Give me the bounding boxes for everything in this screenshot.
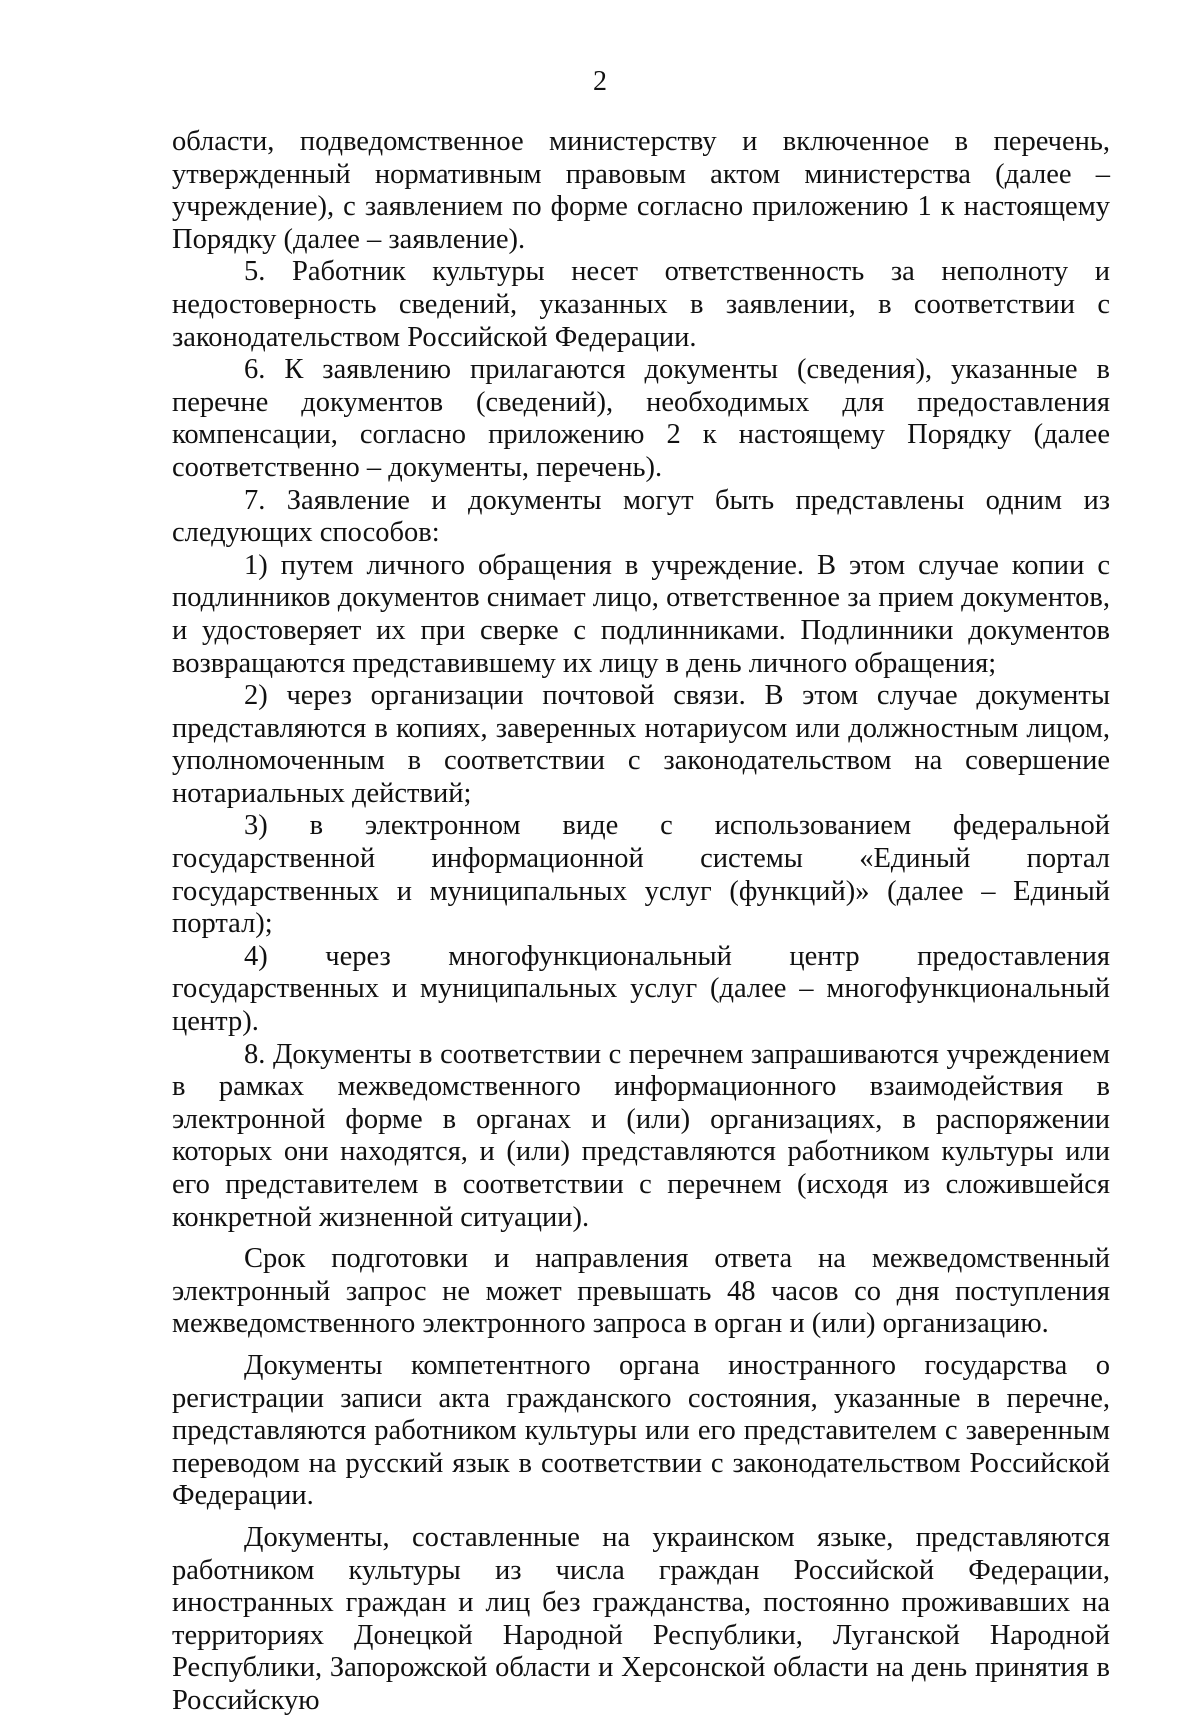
paragraph-subitem-2: 2) через организации почтовой связи. В этом случае документы представляются в копиях, заверенных нотариусом или должностным лицом, уполномоченным в соответствии с законодательством на совершение нотариальных действий; [172, 680, 1110, 809]
paragraph-ukrainian-documents: Документы, составленные на украинском языке, представляются работником культуры из числа граждан Российской Федерации, иностранных граждан и лиц без гражданства, постоянно проживавших на территориях Донецкой Народной Республики, Луганской Народной Республики, Запорожской области и Херсонской области на день принятия в Российскую [172, 1521, 1110, 1716]
document-body [172, 126, 1110, 1718]
paragraph-foreign-documents: Документы компетентного органа иностранного государства о регистрации записи акта гражданского состояния, указанные в перечне, представляются работником культуры или его представителем с заверенным переводом на русский язык в соответствии с законодательством Российской Федерации. [172, 1349, 1110, 1512]
paragraph-deadline: Срок подготовки и направления ответа на межведомственный электронный запрос не может превышать 48 часов со дня поступления межведомственного электронного запроса в орган и (или) организацию. [172, 1243, 1110, 1340]
paragraph-item-6: 6. К заявлению прилагаются документы (сведения), указанные в перечне документов (сведений), необходимых для предоставления компенсации, согласно приложению 2 к настоящему Порядку (далее соответственно – документы, перечень). [172, 354, 1110, 483]
paragraph-subitem-1: 1) путем личного обращения в учреждение. В этом случае копии с подлинников документов снимает лицо, ответственное за прием документов, и удостоверяет их при сверке с подлинниками. Подлинники документов возвращаются представившему их лицу в день личного обращения; [172, 549, 1110, 679]
paragraph-continuation: области, подведомственное министерству и включенное в перечень, утвержденный нормативным правовым актом министерства (далее – учреждение), с заявлением по форме согласно приложению 1 к настоящему Порядку (далее – заявление). [172, 126, 1110, 255]
paragraph-item-5: 5. Работник культуры несет ответственность за неполноту и недостоверность сведений, указанных в заявлении, в соответствии с законодательством Российской Федерации. [172, 256, 1110, 353]
page-number: 2 [593, 66, 607, 97]
paragraph-item-7: 7. Заявление и документы могут быть представлены одним из следующих способов: [172, 484, 1110, 549]
paragraph-subitem-4: 4) через многофункциональный центр предоставления государственных и муниципальных услуг (далее – многофункциональный центр). [172, 940, 1110, 1038]
paragraph-item-8: 8. Документы в соответствии с перечнем запрашиваются учреждением в рамках межведомственного информационного взаимодействия в электронной форме в органах и (или) организациях, в распоряжении которых они находятся, и (или) представляются работником культуры или его представителем в соответствии с перечнем (исходя из сложившейся конкретной жизненной ситуации). [172, 1038, 1110, 1233]
paragraph-subitem-3: 3) в электронном виде с использованием федеральной государственной информационной системы «Единый портал государственных и муниципальных услуг (функций)» (далее – Единый портал); [172, 810, 1110, 940]
